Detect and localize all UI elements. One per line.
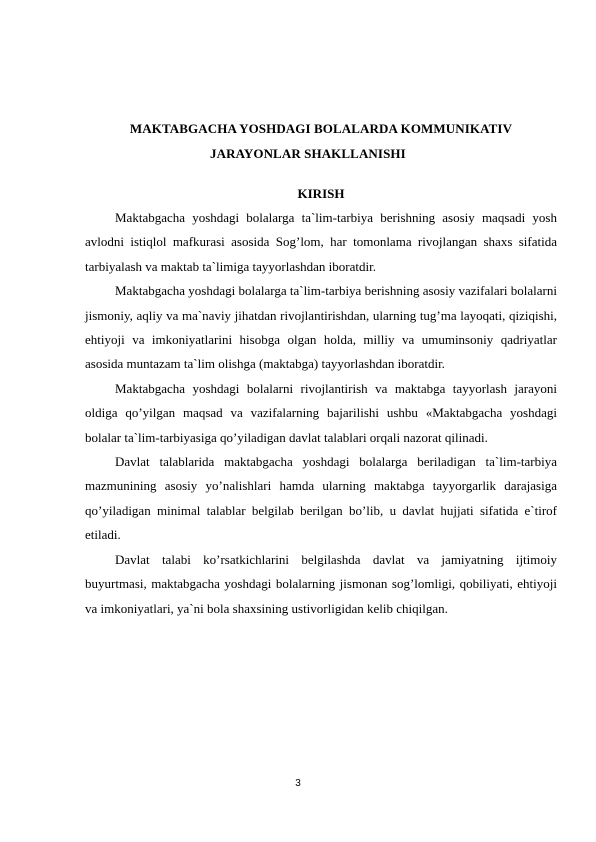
paragraph-2: Maktabgacha yoshdagi bolalarga ta`lim-tarbiya berishning asosiy vazifalari bolalarni jismoniy, aqliy va ma`naviy jihatdan rivojlantirishdan, ularning tug’ma layoqati, qiziqishi, ehtiyoji va imkoniyatlarini hisobga olgan holda, milliy va umuminsoniy qadriyatlar asosida muntazam ta`lim olishga (maktabga) tayyorlashdan iboratdir.: [85, 283, 557, 372]
page-number: 3: [295, 778, 301, 789]
paragraph-5: Davlat talabi ko’rsatkichlarini belgilashda davlat va jamiyatning ijtimoiy buyurtmasi, maktabgacha yoshdagi bolalarning jismonan sog’lomligi, qobiliyati, ehtiyoji va imkoniyatlari, ya`ni bola shaxsining ustivorligidan kelib chiqilgan.: [85, 551, 557, 616]
document-title-line-2: JARAYONLAR SHAKLLANISHI: [210, 146, 406, 161]
paragraph-3: Maktabgacha yoshdagi bolalarni rivojlantirish va maktabga tayyorlash jarayoni oldiga qo’yilgan maqsad va vazifalarning bajarilishi ushbu «Maktabgacha yoshdagi bolalar ta`lim-tarbiyasiga qo’yiladigan davlat talablari orqali nazorat qilinadi.: [85, 380, 557, 445]
paragraph-4: Davlat talablarida maktabgacha yoshdagi bolalarga beriladigan ta`lim-tarbiya mazmunining asosiy yo’nalishlari hamda ularning maktabga tayyorgarlik darajasiga qo’yiladigan minimal talablar belgilab berilgan bo’lib, u davlat hujjati sifatida e`tirof etiladi.: [85, 454, 557, 543]
document-title-line-1: MAKTABGACHA YOSHDAGI BOLALARDA KOMMUNIKATIV: [129, 121, 513, 136]
paragraph-1: Maktabgacha yoshdagi bolalarga ta`lim-tarbiya berishning asosiy maqsadi yosh avlodni istiqlol mafkurasi asosida Sog’lom, har tomonlama rivojlangan shaxs sifatida tarbiyalash va maktab ta`limiga tayyorlashdan iboratdir.: [85, 210, 557, 274]
section-heading: KIRISH: [297, 186, 345, 201]
body-text: [85, 206, 557, 621]
